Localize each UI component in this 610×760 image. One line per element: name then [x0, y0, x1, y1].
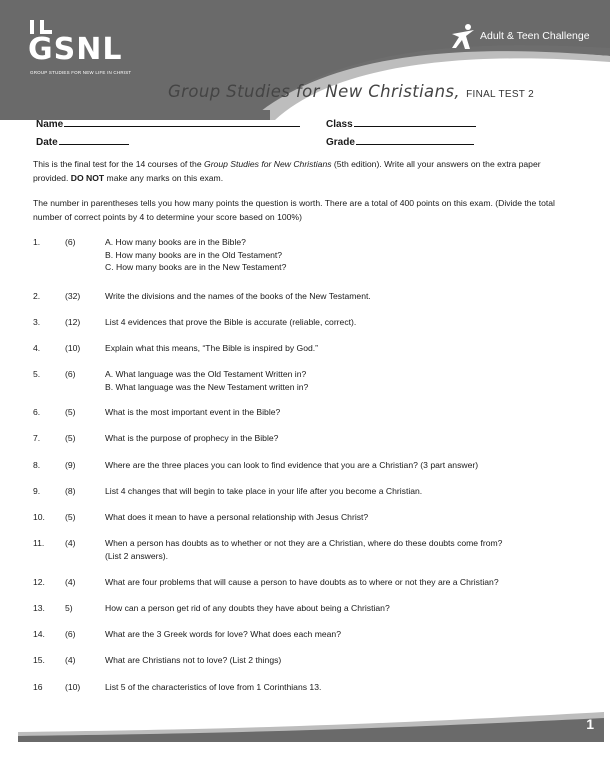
- question-text: [105, 432, 575, 445]
- name-label: Name: [36, 119, 64, 130]
- question-line: Where are the three places you can look to find evidence that you are a Christian? (3 part answer): [105, 460, 479, 470]
- date-blank: [59, 134, 129, 145]
- question-points: (6): [65, 629, 76, 639]
- question-points: (8): [65, 486, 76, 496]
- question-text: [105, 368, 575, 393]
- question-text: [105, 459, 575, 472]
- question-number: 16: [33, 682, 43, 692]
- question-number: 4.: [33, 343, 41, 353]
- question-number: 10.: [33, 512, 45, 522]
- question-line: What is the purpose of prophecy in the Bible?: [105, 433, 279, 443]
- instructions-text-a: This is the final test for the 14 courses of the: [33, 159, 205, 169]
- question-line: What are the 3 Greek words for love? What does each mean?: [105, 629, 341, 639]
- page-number: 1: [586, 716, 594, 732]
- question-points: 5): [65, 603, 73, 613]
- instructions-text-b: (5th edition). Write all your answers on the extra paper provided.: [33, 159, 541, 183]
- question-line: What are four problems that will cause a person to have doubts as to where or not they are a Christian?: [105, 577, 499, 587]
- class-field: [326, 116, 476, 130]
- class-blank: [354, 116, 476, 127]
- grade-label: Grade: [326, 137, 355, 148]
- question-text: [105, 236, 575, 274]
- question-number: 15.: [33, 655, 45, 665]
- logo-subtitle: GROUP STUDIES FOR NEW LIFE IN CHRIST: [30, 70, 132, 75]
- question-number: 8.: [33, 460, 41, 470]
- question-points: (6): [65, 369, 76, 379]
- question-number: 12.: [33, 577, 45, 587]
- instructions-text-c: make any marks on this exam.: [104, 172, 224, 183]
- logo-letters: GSNL: [28, 32, 123, 67]
- scoring-paragraph: The number in parentheses tells you how many points the question is worth. There are a total of 400 points on this exam. (Divide the total number of correct points by 4 to determine your score based on 100%): [33, 198, 555, 222]
- question-line: B. What language was the New Testament written in?: [105, 381, 309, 392]
- question-text: [105, 602, 575, 615]
- grade-blank: [356, 134, 474, 145]
- question-line: A. What language was the Old Testament Written in?: [105, 369, 307, 379]
- question-points: (5): [65, 433, 76, 443]
- question-number: 11.: [33, 538, 45, 548]
- question-line: B. How many books are in the Old Testament?: [105, 249, 283, 260]
- question-text: [105, 681, 575, 694]
- instructions-course-title: Group Studies for New Christians: [204, 159, 332, 169]
- question-points: (10): [65, 682, 81, 692]
- question-text: [105, 342, 575, 355]
- question-number: 7.: [33, 433, 41, 443]
- question-points: (9): [65, 460, 76, 470]
- question-line: List 4 changes that will begin to take place in your life after you become a Christian.: [105, 486, 423, 496]
- question-text: [105, 406, 575, 419]
- question-text: [105, 537, 575, 562]
- question-points: (10): [65, 343, 81, 353]
- question-number: 5.: [33, 369, 41, 379]
- question-line: Write the divisions and the names of the books of the New Testament.: [105, 291, 371, 301]
- question-text: [105, 628, 575, 641]
- question-text: [105, 511, 575, 524]
- org-name: Adult & Teen Challenge: [480, 30, 590, 42]
- instructions-emphasis: DO NOT: [70, 172, 105, 183]
- question-number: 13.: [33, 603, 45, 613]
- question-points: (32): [65, 291, 81, 301]
- question-text: [105, 485, 575, 498]
- class-label: Class: [326, 119, 353, 130]
- question-points: (4): [65, 655, 76, 665]
- course-title: Group Studies for New Christians,: [168, 82, 461, 101]
- question-line: (List 2 answers).: [105, 550, 169, 561]
- grade-field: [326, 134, 474, 148]
- footer-banner: [18, 712, 604, 742]
- question-number: 6.: [33, 407, 41, 417]
- question-text: [105, 316, 575, 329]
- runner-icon: [448, 22, 478, 52]
- question-text: [105, 290, 575, 303]
- question-points: (5): [65, 407, 76, 417]
- question-line: What are Christians not to love? (List 2 things): [105, 655, 282, 665]
- page-title: [168, 82, 534, 102]
- name-blank: [64, 116, 300, 127]
- date-label: Date: [36, 137, 58, 148]
- gsnl-logo: [28, 20, 132, 80]
- question-number: 3.: [33, 317, 41, 327]
- question-text: [105, 576, 575, 589]
- question-number: 1.: [33, 237, 41, 247]
- question-line: Explain what this means, “The Bible is inspired by God.”: [105, 343, 319, 353]
- name-field: [36, 116, 300, 130]
- question-number: 14.: [33, 629, 45, 639]
- question-points: (12): [65, 317, 81, 327]
- question-line: C. How many books are in the New Testament?: [105, 262, 287, 272]
- date-field: [36, 134, 129, 148]
- question-line: What is the most important event in the Bible?: [105, 407, 281, 417]
- question-line: How can a person get rid of any doubts they have about being a Christian?: [105, 603, 390, 613]
- question-number: 2.: [33, 291, 41, 301]
- question-line: When a person has doubts as to whether or not they are a Christian, where do these doubts come from?: [105, 538, 503, 548]
- question-points: (5): [65, 512, 76, 522]
- question-points: (6): [65, 237, 76, 247]
- question-number: 9.: [33, 486, 41, 496]
- test-subtitle: FINAL TEST 2: [466, 89, 534, 100]
- question-line: List 4 evidences that prove the Bible is accurate (reliable, correct).: [105, 317, 357, 327]
- question-points: (4): [65, 577, 76, 587]
- question-line: What does it mean to have a personal relationship with Jesus Christ?: [105, 512, 369, 522]
- question-line: List 5 of the characteristics of love from 1 Corinthians 13.: [105, 682, 322, 692]
- question-points: (4): [65, 538, 76, 548]
- question-text: [105, 654, 575, 667]
- question-line: A. How many books are in the Bible?: [105, 237, 246, 247]
- instructions-paragraph: [33, 158, 573, 185]
